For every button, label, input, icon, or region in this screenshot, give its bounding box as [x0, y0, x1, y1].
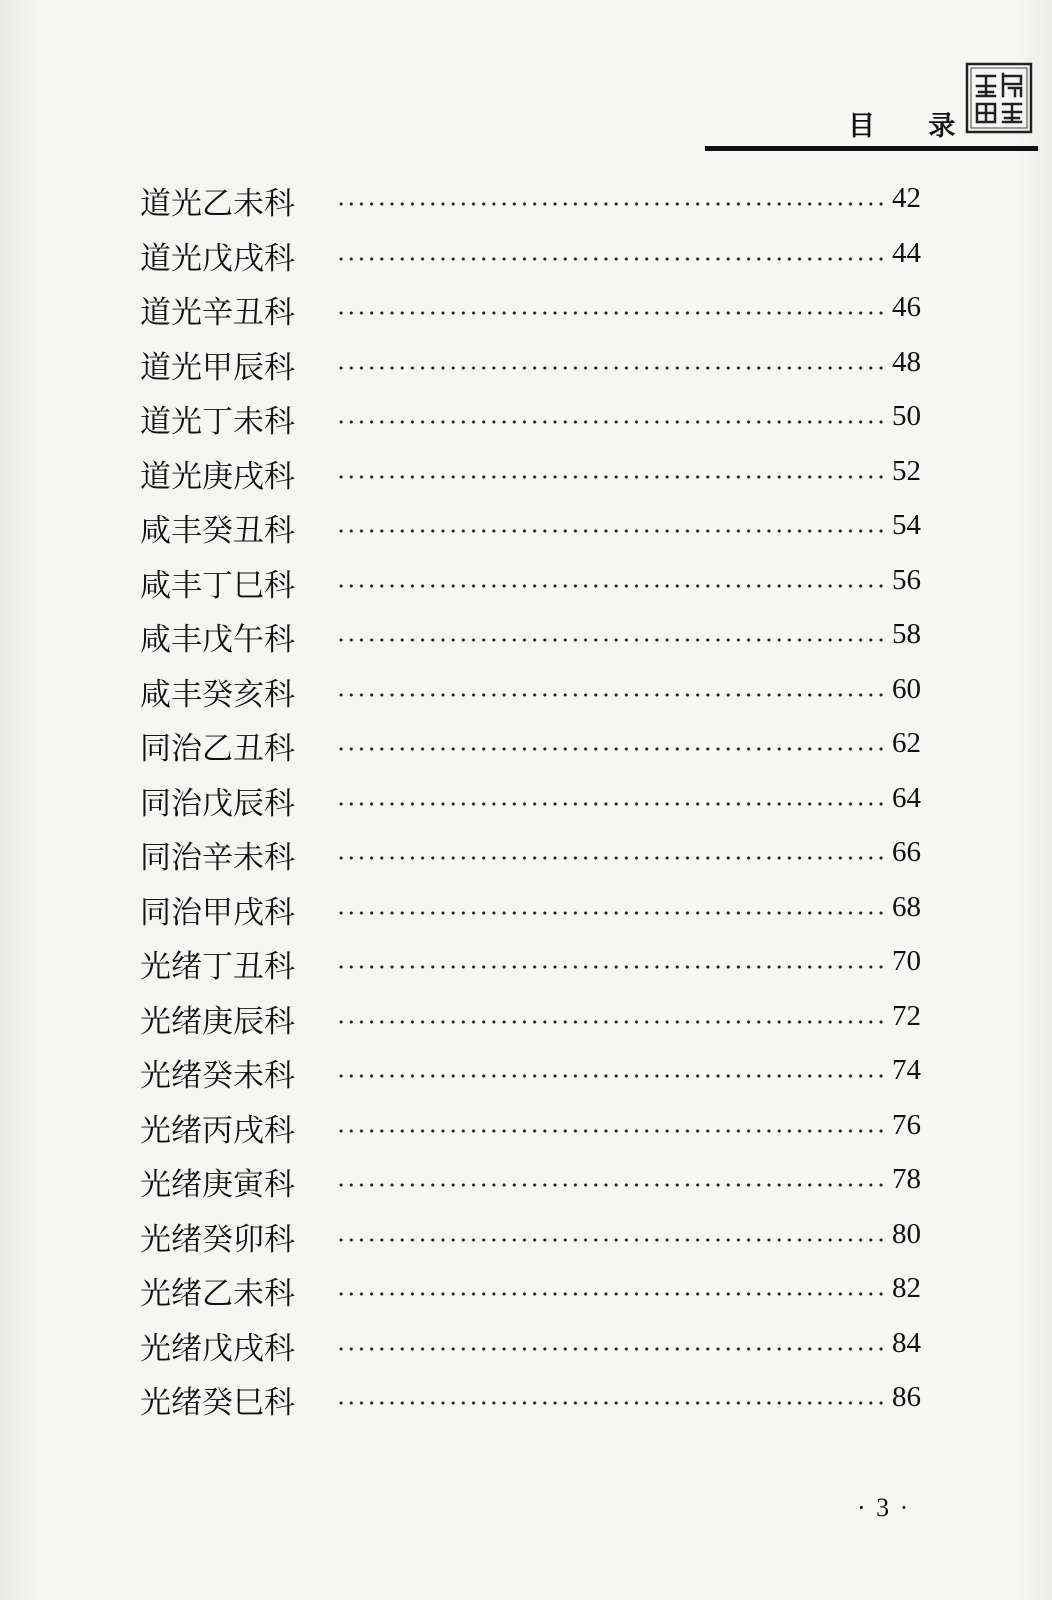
- toc-entry-page: 80: [892, 1217, 921, 1250]
- toc-leader-dots: [336, 1129, 883, 1133]
- toc-entry: [140, 1103, 940, 1158]
- toc-leader-dots: [336, 1183, 883, 1187]
- toc-entry: [140, 1375, 940, 1430]
- toc-entry-title: 咸丰癸丑科: [140, 513, 295, 549]
- toc-leader-dots: [336, 638, 883, 642]
- header-rule: [705, 146, 1038, 151]
- toc-leader-dots: [336, 856, 883, 860]
- toc-leader-dots: [336, 965, 883, 969]
- toc-entry: [140, 558, 940, 613]
- toc-entry: [140, 939, 940, 994]
- toc-entry-title: 咸丰癸亥科: [140, 676, 295, 713]
- toc-leader-dots: [336, 202, 883, 206]
- toc-entry-page: 84: [892, 1326, 921, 1359]
- toc-entry: [140, 394, 940, 449]
- toc-leader-dots: [336, 693, 883, 697]
- toc-entry: [140, 449, 940, 504]
- table-of-contents: [140, 176, 940, 1430]
- toc-entry-title: 同治戊辰科: [140, 785, 295, 822]
- toc-entry-title: 光绪癸未科: [140, 1058, 295, 1094]
- toc-leader-dots: [336, 420, 883, 424]
- toc-entry-title: 道光甲辰科: [140, 349, 295, 386]
- toc-entry-title: 道光辛丑科: [140, 295, 295, 331]
- toc-entry-title: 光绪癸巳科: [140, 1385, 295, 1421]
- toc-entry-title: 咸丰丁巳科: [140, 567, 295, 604]
- toc-entry-page: 78: [892, 1163, 921, 1195]
- page-title: 目 录: [848, 111, 978, 142]
- toc-leader-dots: [336, 584, 883, 588]
- toc-entry-page: 64: [892, 781, 921, 814]
- toc-entry-page: 58: [892, 618, 921, 650]
- toc-entry-title: 同治甲戌科: [140, 894, 295, 931]
- toc-entry: [140, 1266, 940, 1321]
- toc-entry: [140, 885, 940, 940]
- toc-entry-title: 光绪戊戌科: [140, 1330, 295, 1367]
- toc-entry-title: 光绪庚辰科: [140, 1003, 295, 1040]
- toc-entry-page: 60: [892, 672, 921, 705]
- toc-entry: [140, 721, 940, 776]
- toc-leader-dots: [336, 911, 883, 915]
- toc-entry-title: 道光丁未科: [140, 404, 295, 440]
- toc-entry: [140, 340, 940, 395]
- toc-entry-title: 道光戊戌科: [140, 240, 295, 277]
- toc-leader-dots: [336, 802, 883, 806]
- toc-entry: [140, 1048, 940, 1103]
- toc-leader-dots: [336, 1292, 883, 1296]
- toc-entry-page: 74: [892, 1054, 921, 1086]
- toc-entry-page: 66: [892, 836, 921, 868]
- toc-leader-dots: [336, 1020, 883, 1024]
- toc-entry-page: 54: [892, 509, 921, 541]
- toc-leader-dots: [336, 311, 883, 315]
- page-number: · 3 ·: [857, 1493, 911, 1522]
- toc-entry-page: 62: [892, 727, 921, 759]
- toc-leader-dots: [336, 366, 883, 370]
- toc-entry: [140, 667, 940, 722]
- toc-entry-title: 同治辛未科: [140, 840, 295, 876]
- toc-leader-dots: [336, 1401, 883, 1405]
- toc-entry: [140, 285, 940, 340]
- toc-entry: [140, 1212, 940, 1267]
- seal-stamp-icon: [965, 62, 1033, 134]
- toc-entry-page: 50: [892, 400, 921, 432]
- toc-entry-page: 86: [892, 1381, 921, 1413]
- toc-entry: [140, 1321, 940, 1376]
- toc-leader-dots: [336, 257, 883, 261]
- toc-leader-dots: [336, 1347, 883, 1351]
- toc-entry-title: 光绪癸卯科: [140, 1221, 295, 1258]
- toc-entry-page: 44: [892, 236, 921, 269]
- toc-entry-page: 42: [892, 182, 921, 214]
- toc-entry-page: 46: [892, 291, 921, 323]
- toc-entry: [140, 994, 940, 1049]
- toc-entry: [140, 1157, 940, 1212]
- toc-entry-title: 光绪乙未科: [140, 1276, 295, 1312]
- toc-entry: [140, 503, 940, 558]
- toc-leader-dots: [336, 475, 883, 479]
- toc-entry-page: 48: [892, 345, 921, 378]
- toc-entry-title: 光绪庚寅科: [140, 1167, 295, 1203]
- toc-leader-dots: [336, 1238, 883, 1242]
- toc-leader-dots: [336, 747, 883, 751]
- toc-entry-page: 76: [892, 1108, 921, 1141]
- toc-entry: [140, 776, 940, 831]
- toc-leader-dots: [336, 1074, 883, 1078]
- toc-entry-title: 同治乙丑科: [140, 731, 295, 767]
- toc-leader-dots: [336, 529, 883, 533]
- toc-entry: [140, 612, 940, 667]
- toc-entry-title: 光绪丙戌科: [140, 1112, 295, 1149]
- toc-entry-page: 56: [892, 563, 921, 596]
- toc-entry-page: 52: [892, 454, 921, 487]
- toc-entry-title: 光绪丁丑科: [140, 949, 295, 985]
- toc-entry-title: 道光庚戌科: [140, 458, 295, 495]
- toc-entry-title: 道光乙未科: [140, 186, 295, 222]
- toc-entry-page: 68: [892, 890, 921, 923]
- toc-entry: [140, 231, 940, 286]
- toc-entry-page: 72: [892, 999, 921, 1032]
- toc-entry-title: 咸丰戊午科: [140, 622, 295, 658]
- toc-entry-page: 82: [892, 1272, 921, 1304]
- toc-entry: [140, 176, 940, 231]
- toc-entry-page: 70: [892, 945, 921, 977]
- toc-entry: [140, 830, 940, 885]
